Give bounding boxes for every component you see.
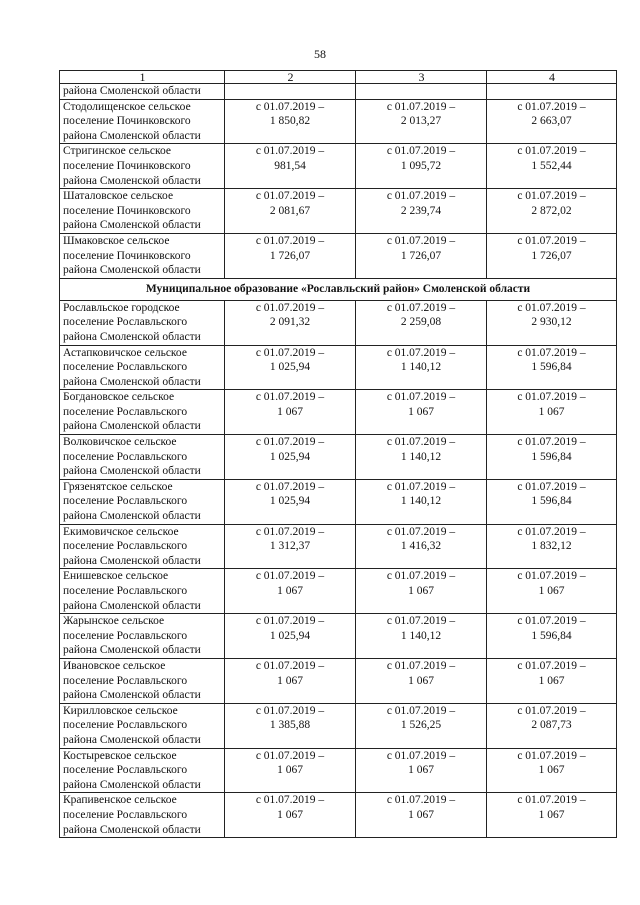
table-row [60, 300, 617, 345]
settlement-name-line: района Смоленской области [63, 330, 201, 343]
tariff-cell-col-2 [225, 189, 356, 234]
effective-date: с 01.07.2019 – [386, 190, 456, 203]
effective-date: с 01.07.2019 – [386, 659, 456, 672]
effective-date: с 01.07.2019 – [386, 436, 456, 449]
table-row [60, 345, 617, 390]
effective-date: с 01.07.2019 – [255, 794, 325, 807]
tariff-table [59, 70, 617, 838]
settlement-name-cell [60, 748, 225, 793]
tariff-value: 1 067 [408, 585, 434, 597]
table-row [60, 99, 617, 144]
effective-date: с 01.07.2019 – [517, 100, 586, 113]
settlement-name-cell [60, 300, 225, 345]
column-header-3: 3 [356, 71, 487, 84]
tariff-value: 1 067 [538, 674, 565, 687]
tariff-value: 1 025,94 [269, 361, 311, 374]
settlement-name-line: Грязенятское сельское [63, 480, 173, 493]
section-header-row [60, 278, 617, 300]
settlement-name-line: Жарынское сельское [63, 615, 165, 628]
effective-date: с 01.07.2019 – [255, 659, 325, 672]
table-row [60, 658, 617, 703]
tariff-value: 1 385,88 [269, 719, 311, 732]
column-header-4: 4 [487, 71, 617, 84]
tariff-cell-col-2 [225, 479, 356, 524]
tariff-value: 1 596,84 [531, 495, 572, 508]
tariff-cell-col-3 [356, 435, 487, 480]
effective-date: с 01.07.2019 – [517, 615, 586, 628]
tariff-cell-col-3 [356, 390, 487, 435]
effective-date: с 01.07.2019 – [517, 659, 586, 672]
effective-date: с 01.07.2019 – [386, 794, 456, 807]
settlement-name-cell [60, 658, 225, 703]
continuation-row [60, 84, 617, 100]
settlement-name-line: Кирилловское сельское [63, 704, 178, 717]
tariff-cell-col-3 [356, 524, 487, 569]
effective-date: с 01.07.2019 – [255, 391, 325, 404]
tariff-cell-col-2 [225, 99, 356, 144]
tariff-cell-col-4 [487, 614, 617, 659]
tariff-value: 2 081,67 [269, 204, 311, 217]
tariff-value: 1 140,12 [400, 495, 442, 508]
settlement-name-line: района Смоленской области [63, 174, 201, 187]
effective-date: с 01.07.2019 – [255, 234, 325, 247]
settlement-name-cell [60, 435, 225, 480]
tariff-value: 1 067 [277, 585, 303, 597]
effective-date: с 01.07.2019 – [386, 525, 456, 538]
settlement-name-line: района Смоленской области [63, 264, 201, 277]
settlement-name-line: Стригинское сельское [63, 145, 172, 158]
table-row [60, 524, 617, 569]
table-row [60, 479, 617, 524]
tariff-value: 1 726,07 [531, 249, 572, 262]
tariff-value: 1 095,72 [400, 159, 442, 172]
settlement-name-cell [60, 479, 225, 524]
table-row [60, 189, 617, 234]
tariff-cell-col-2 [225, 524, 356, 569]
effective-date: с 01.07.2019 – [517, 190, 586, 203]
settlement-name-line: поселение Починковского [63, 115, 191, 128]
tariff-cell-col-3 [356, 233, 487, 278]
tariff-value: 1 025,94 [269, 450, 311, 463]
settlement-name-cell [60, 524, 225, 569]
tariff-value: 1 850,82 [269, 115, 311, 128]
effective-date: с 01.07.2019 – [386, 145, 456, 158]
tariff-cell-col-4 [487, 390, 617, 435]
settlement-name-line: поселение Рославльского [63, 764, 188, 777]
settlement-name-line: поселение Рославльского [63, 629, 188, 642]
tariff-cell-col-3 [356, 300, 487, 345]
effective-date: с 01.07.2019 – [386, 234, 456, 247]
tariff-value: 1 067 [538, 405, 565, 418]
effective-date: с 01.07.2019 – [255, 749, 325, 762]
effective-date: с 01.07.2019 – [386, 480, 456, 493]
tariff-value: 1 596,84 [531, 361, 572, 374]
tariff-value: 2 872,02 [531, 204, 572, 217]
tariff-cell-col-3 [356, 748, 487, 793]
tariff-value: 1 140,12 [400, 361, 442, 374]
settlement-name-line: района Смоленской области [63, 599, 201, 612]
tariff-value: 1 067 [538, 585, 565, 597]
tariff-value: 2 239,74 [400, 204, 442, 217]
tariff-value: 1 726,07 [269, 249, 311, 262]
tariff-cell-col-4 [487, 793, 617, 838]
settlement-name-line: района Смоленской области [63, 778, 201, 791]
table-row [60, 748, 617, 793]
settlement-name-line: района Смоленской области [63, 554, 201, 567]
tariff-cell-col-3 [356, 569, 487, 614]
tariff-cell-col-3 [356, 99, 487, 144]
effective-date: с 01.07.2019 – [386, 346, 456, 359]
empty-cell [487, 84, 617, 100]
tariff-value: 1 140,12 [400, 450, 442, 463]
effective-date: с 01.07.2019 – [255, 436, 325, 449]
tariff-cell-col-4 [487, 345, 617, 390]
tariff-cell-col-3 [356, 345, 487, 390]
tariff-cell-col-2 [225, 300, 356, 345]
effective-date: с 01.07.2019 – [255, 615, 325, 628]
tariff-value: 1 312,37 [269, 540, 311, 553]
tariff-cell-col-4 [487, 189, 617, 234]
settlement-name-line: поселение Рославльского [63, 585, 188, 597]
effective-date: с 01.07.2019 – [255, 704, 325, 717]
settlement-name-line: поселение Рославльского [63, 540, 188, 553]
header-row [60, 71, 617, 84]
settlement-name-line: Астапковичское сельское [63, 346, 187, 359]
section-title: Муниципальное образование «Рославльский район» Смоленской области [60, 278, 617, 300]
settlement-name-cell [60, 390, 225, 435]
tariff-cell-col-3 [356, 793, 487, 838]
tariff-cell-col-4 [487, 99, 617, 144]
effective-date: с 01.07.2019 – [517, 794, 586, 807]
settlement-name-line: района Смоленской области [63, 375, 201, 388]
empty-cell [225, 84, 356, 100]
settlement-name-line: поселение Рославльского [63, 495, 188, 508]
effective-date: с 01.07.2019 – [386, 749, 456, 762]
tariff-value: 1 832,12 [531, 540, 572, 553]
tariff-cell-col-3 [356, 144, 487, 189]
settlement-name-line: поселение Рославльского [63, 808, 188, 821]
tariff-value: 2 013,27 [400, 115, 442, 128]
table-row [60, 703, 617, 748]
effective-date: с 01.07.2019 – [517, 391, 586, 404]
effective-date: с 01.07.2019 – [517, 346, 586, 359]
settlement-name-line: района Смоленской области [63, 85, 201, 97]
settlement-name-line: поселение Починковского [63, 159, 191, 172]
tariff-cell-col-4 [487, 569, 617, 614]
tariff-cell-col-3 [356, 614, 487, 659]
tariff-cell-col-2 [225, 435, 356, 480]
tariff-cell-col-4 [487, 435, 617, 480]
settlement-name-line: Рославльское городское [63, 301, 180, 314]
tariff-value: 1 025,94 [269, 629, 311, 642]
effective-date: с 01.07.2019 – [255, 301, 325, 314]
settlement-name-line: Богдановское сельское [63, 391, 175, 404]
tariff-cell-col-2 [225, 658, 356, 703]
tariff-value: 1 067 [538, 808, 565, 821]
tariff-value: 2 091,32 [269, 316, 311, 329]
settlement-name-line: района Смоленской области [63, 420, 201, 433]
tariff-value: 2 930,12 [531, 316, 572, 329]
tariff-value: 2 663,07 [531, 115, 572, 128]
tariff-cell-col-3 [356, 189, 487, 234]
tariff-value: 1 067 [408, 674, 434, 687]
empty-cell [356, 84, 487, 100]
effective-date: с 01.07.2019 – [517, 480, 586, 493]
tariff-value: 1 067 [277, 405, 303, 418]
effective-date: с 01.07.2019 – [386, 100, 456, 113]
tariff-value: 1 067 [277, 764, 303, 777]
settlement-name-line: Шаталовское сельское [63, 190, 174, 203]
effective-date: с 01.07.2019 – [517, 570, 586, 583]
settlement-name-line: поселение Рославльского [63, 316, 188, 329]
tariff-value: 1 416,32 [400, 540, 442, 553]
settlement-name-line: поселение Починковского [63, 204, 191, 217]
tariff-value: 2 259,08 [400, 316, 442, 329]
page-number: 58 [314, 47, 326, 61]
tariff-value: 1 140,12 [400, 629, 442, 642]
column-header-1: 1 [60, 71, 225, 84]
settlement-name-cell [60, 144, 225, 189]
tariff-value: 1 067 [408, 808, 434, 821]
settlement-name-line: поселение Рославльского [63, 719, 188, 732]
settlement-name-line: Ивановское сельское [63, 659, 166, 672]
tariff-cell-col-4 [487, 748, 617, 793]
effective-date: с 01.07.2019 – [517, 234, 586, 247]
settlement-name-line: поселение Рославльского [63, 674, 188, 687]
effective-date: с 01.07.2019 – [255, 190, 325, 203]
tariff-value: 1 067 [538, 764, 565, 777]
settlement-name-line: района Смоленской области [63, 823, 201, 836]
settlement-name-cell [60, 99, 225, 144]
settlement-name-line: Костыревское сельское [63, 749, 177, 762]
settlement-name-line: поселение Починковского [63, 249, 191, 262]
tariff-value: 1 596,84 [531, 450, 572, 463]
tariff-value: 1 552,44 [531, 159, 572, 172]
table-row [60, 569, 617, 614]
effective-date: с 01.07.2019 – [386, 615, 456, 628]
tariff-value: 1 067 [408, 405, 434, 418]
settlement-name-line: района Смоленской области [63, 510, 201, 523]
effective-date: с 01.07.2019 – [517, 749, 586, 762]
settlement-name-line: района Смоленской области [63, 644, 201, 657]
tariff-cell-col-2 [225, 144, 356, 189]
tariff-cell-col-3 [356, 703, 487, 748]
tariff-cell-col-3 [356, 479, 487, 524]
settlement-name-cell [60, 233, 225, 278]
tariff-cell-col-2 [225, 233, 356, 278]
tariff-cell-col-4 [487, 479, 617, 524]
effective-date: с 01.07.2019 – [255, 346, 325, 359]
effective-date: с 01.07.2019 – [255, 145, 325, 158]
effective-date: с 01.07.2019 – [517, 525, 586, 538]
effective-date: с 01.07.2019 – [386, 570, 456, 583]
tariff-cell-col-2 [225, 345, 356, 390]
effective-date: с 01.07.2019 – [386, 301, 456, 314]
tariff-value: 1 025,94 [269, 495, 311, 508]
effective-date: с 01.07.2019 – [517, 145, 586, 158]
settlement-name-cell [60, 84, 225, 100]
settlement-name-cell [60, 703, 225, 748]
effective-date: с 01.07.2019 – [386, 704, 456, 717]
tariff-value: 1 526,25 [400, 719, 442, 732]
settlement-name-cell [60, 793, 225, 838]
table-row [60, 390, 617, 435]
tariff-value: 1 067 [277, 674, 303, 687]
column-header-2: 2 [225, 71, 356, 84]
settlement-name-line: Екимовичское сельское [63, 525, 179, 538]
settlement-name-cell [60, 569, 225, 614]
settlement-name-line: поселение Рославльского [63, 405, 188, 418]
tariff-value: 981,54 [274, 159, 306, 172]
effective-date: с 01.07.2019 – [517, 301, 586, 314]
settlement-name-line: Стодолищенское сельское [63, 100, 191, 113]
tariff-cell-col-4 [487, 703, 617, 748]
settlement-name-line: поселение Рославльского [63, 361, 188, 374]
tariff-cell-col-2 [225, 390, 356, 435]
effective-date: с 01.07.2019 – [517, 436, 586, 449]
tariff-cell-col-4 [487, 524, 617, 569]
settlement-name-line: Волковичское сельское [63, 436, 177, 449]
effective-date: с 01.07.2019 – [386, 391, 456, 404]
tariff-value: 2 087,73 [531, 719, 572, 732]
tariff-cell-col-3 [356, 658, 487, 703]
tariff-value: 1 726,07 [400, 249, 442, 262]
table-row [60, 793, 617, 838]
effective-date: с 01.07.2019 – [255, 100, 325, 113]
effective-date: с 01.07.2019 – [255, 525, 325, 538]
settlement-name-cell [60, 345, 225, 390]
tariff-cell-col-4 [487, 300, 617, 345]
tariff-cell-col-4 [487, 658, 617, 703]
tariff-value: 1 067 [277, 808, 303, 821]
tariff-cell-col-2 [225, 614, 356, 659]
settlement-name-cell [60, 189, 225, 234]
table-body [60, 71, 617, 838]
tariff-cell-col-4 [487, 233, 617, 278]
table-row [60, 233, 617, 278]
settlement-name-line: района Смоленской области [63, 129, 201, 142]
effective-date: с 01.07.2019 – [255, 480, 325, 493]
tariff-value: 1 596,84 [531, 629, 572, 642]
tariff-cell-col-4 [487, 144, 617, 189]
settlement-name-line: Енишевское сельское [63, 570, 169, 583]
settlement-name-line: района Смоленской области [63, 733, 201, 746]
settlement-name-line: района Смоленской области [63, 219, 201, 232]
tariff-cell-col-2 [225, 569, 356, 614]
tariff-cell-col-2 [225, 793, 356, 838]
effective-date: с 01.07.2019 – [517, 704, 586, 717]
settlement-name-cell [60, 614, 225, 659]
settlement-name-line: района Смоленской области [63, 689, 201, 702]
settlement-name-line: поселение Рославльского [63, 450, 188, 463]
effective-date: с 01.07.2019 – [255, 570, 325, 583]
settlement-name-line: Крапивенское сельское [63, 794, 177, 807]
table-row [60, 435, 617, 480]
table-row [60, 614, 617, 659]
table-row [60, 144, 617, 189]
tariff-cell-col-2 [225, 748, 356, 793]
tariff-value: 1 067 [408, 764, 434, 777]
tariff-cell-col-2 [225, 703, 356, 748]
settlement-name-line: района Смоленской области [63, 465, 201, 478]
settlement-name-line: Шмаковское сельское [63, 234, 170, 247]
